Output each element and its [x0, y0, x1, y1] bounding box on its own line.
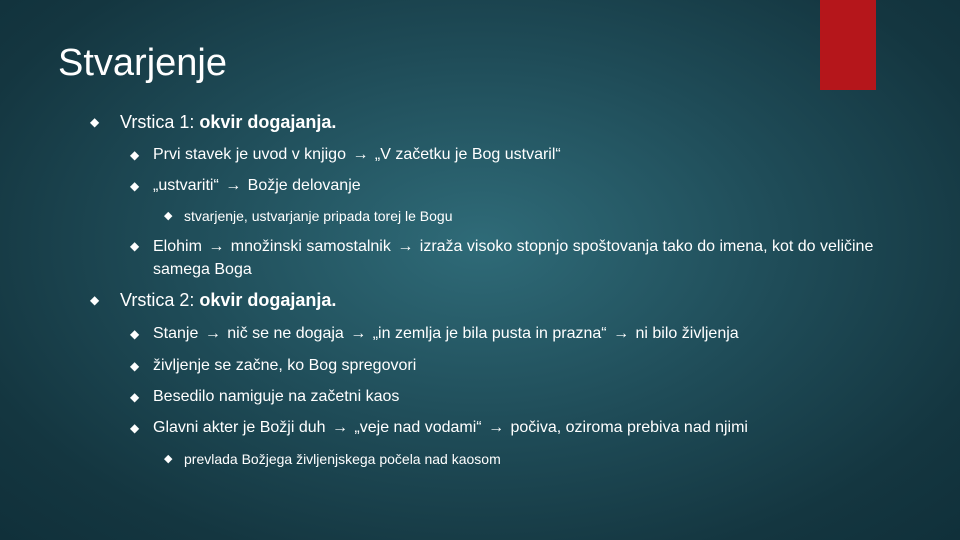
list-item-zivljenje [130, 355, 893, 377]
item-text: Vrstica 1: [120, 112, 200, 132]
item-text: Glavni akter je Božji duh [153, 419, 326, 436]
item-text: prevlada Božjega življenjskega počela nad kaosom [184, 451, 501, 467]
list-item-besedilo [130, 386, 893, 408]
item-text: počiva, oziroma prebiva nad njimi [506, 419, 748, 436]
arrow-right-icon: → [488, 419, 505, 436]
list-item-ustvariti [130, 175, 893, 197]
item-text: ni bilo življenja [631, 325, 739, 342]
arrow-right-icon: → [208, 238, 225, 255]
item-text: Elohim [153, 238, 202, 255]
item-text: Stanje [153, 325, 199, 342]
list-item-vrstica-2 [90, 289, 337, 311]
item-text: življenje se začne, ko Bog spregovori [153, 357, 417, 374]
arrow-right-icon: → [352, 146, 369, 163]
diamond-bullet-icon: ◆ [130, 421, 140, 435]
list-item-prevlada [164, 448, 501, 470]
arrow-right-icon: → [225, 177, 242, 194]
item-text: „in zemlja je bila pusta in prazna“ [368, 325, 607, 342]
item-text: množinski samostalnik [226, 238, 391, 255]
item-text: „veje nad vodami“ [349, 419, 482, 436]
arrow-right-icon: → [350, 325, 367, 342]
diamond-bullet-icon: ◆ [130, 148, 140, 162]
list-item-stanje [130, 323, 893, 345]
item-bold-text: okvir dogajanja. [199, 290, 337, 310]
list-item-vrstica-1 [90, 111, 337, 133]
list-item-glavni-akter [130, 417, 893, 439]
item-text: Prvi stavek je uvod v knjigo [153, 146, 346, 163]
item-text: Vrstica 2: [120, 290, 200, 310]
diamond-bullet-icon: ◆ [90, 115, 100, 129]
diamond-bullet-icon: ◆ [90, 293, 100, 307]
diamond-bullet-icon: ◆ [130, 179, 140, 193]
item-text: „V začetku je Bog ustvaril“ [370, 146, 561, 163]
item-text: nič se ne dogaja [222, 325, 344, 342]
diamond-bullet-icon: ◆ [164, 453, 173, 465]
item-text: Besedilo namiguje na začetni kaos [153, 388, 400, 405]
diamond-bullet-icon: ◆ [130, 390, 140, 404]
accent-bar [820, 0, 876, 90]
list-item-stvarjenje [164, 205, 453, 227]
item-bold-text: okvir dogajanja. [199, 112, 337, 132]
item-text: „ustvariti“ [153, 177, 219, 194]
list-item-prvi-stavek [130, 144, 893, 166]
diamond-bullet-icon: ◆ [130, 327, 140, 341]
list-item-elohim [130, 235, 893, 281]
item-text: Božje delovanje [243, 177, 361, 194]
slide-title: Stvarjenje [58, 42, 227, 84]
diamond-bullet-icon: ◆ [130, 359, 140, 373]
diamond-bullet-icon: ◆ [130, 239, 140, 253]
diamond-bullet-icon: ◆ [164, 210, 173, 222]
arrow-right-icon: → [397, 238, 414, 255]
item-text: stvarjenje, ustvarjanje pripada torej le Bogu [184, 208, 453, 224]
item-text: izraža visoko stopnjo spoštovanja tako do imena, kot do veličine samega Boga [153, 238, 874, 278]
arrow-right-icon: → [613, 325, 630, 342]
arrow-right-icon: → [331, 419, 348, 436]
arrow-right-icon: → [204, 325, 221, 342]
